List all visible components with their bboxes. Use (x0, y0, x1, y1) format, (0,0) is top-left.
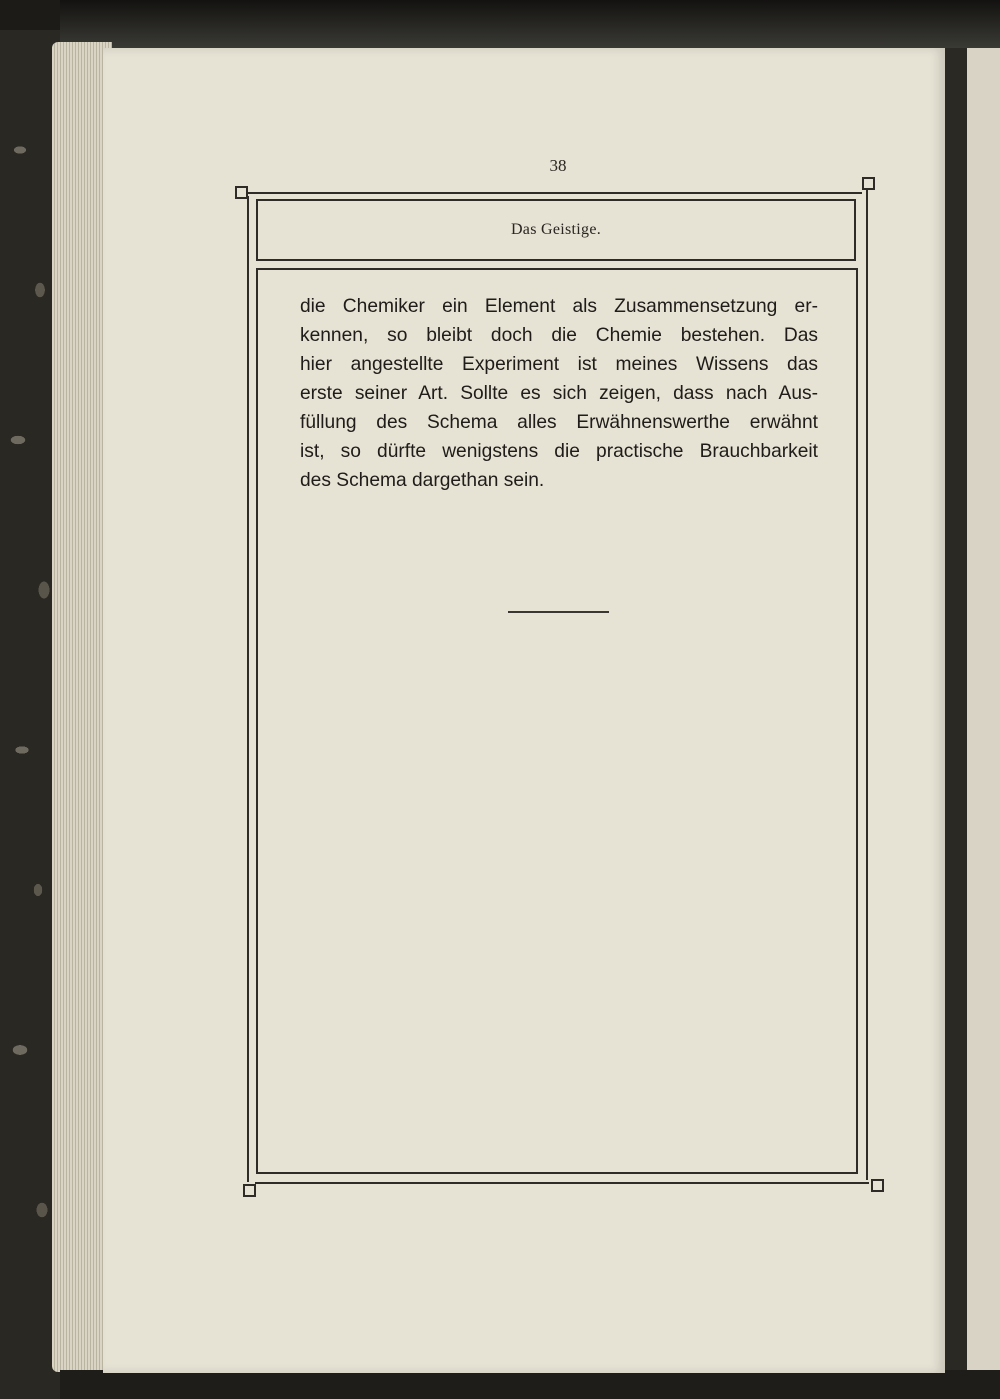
frame-line-right (866, 190, 868, 1180)
body-line: die Chemiker ein Element als Zusammensetzung er- (300, 296, 818, 317)
body-line: ist, so dürfte wenigstens die practische Brauchbarkeit (300, 441, 818, 462)
book-top-edge (60, 0, 1000, 48)
marbled-cover (0, 30, 60, 1399)
frame-line-left (247, 196, 249, 1182)
frame-line-bottom (255, 1182, 869, 1184)
body-line: füllung des Schema alles Erwähnenswerthe erwähnt (300, 412, 818, 433)
running-header-box (256, 199, 856, 261)
body-paragraph (300, 292, 818, 495)
body-line: kennen, so bleibt doch die Chemie bestehen. Das (300, 325, 818, 346)
frame-corner-bottom-right (871, 1179, 884, 1192)
frame-corner-top-left (235, 186, 248, 199)
book-bottom-edge (60, 1370, 1000, 1399)
frame-line-top (247, 192, 862, 194)
frame-corner-bottom-left (243, 1184, 256, 1197)
frame-corner-top-right (862, 177, 875, 190)
page-number: 38 (549, 156, 567, 175)
section-end-rule (508, 611, 609, 613)
facing-page-edge (945, 48, 1000, 1373)
body-line: hier angestellte Experiment ist meines Wissens das (300, 354, 818, 375)
running-header-title: Das Geistige. (510, 221, 602, 238)
body-line: des Schema dargethan sein. (300, 470, 545, 491)
body-line: erste seiner Art. Sollte es sich zeigen, dass nach Aus- (300, 383, 818, 404)
